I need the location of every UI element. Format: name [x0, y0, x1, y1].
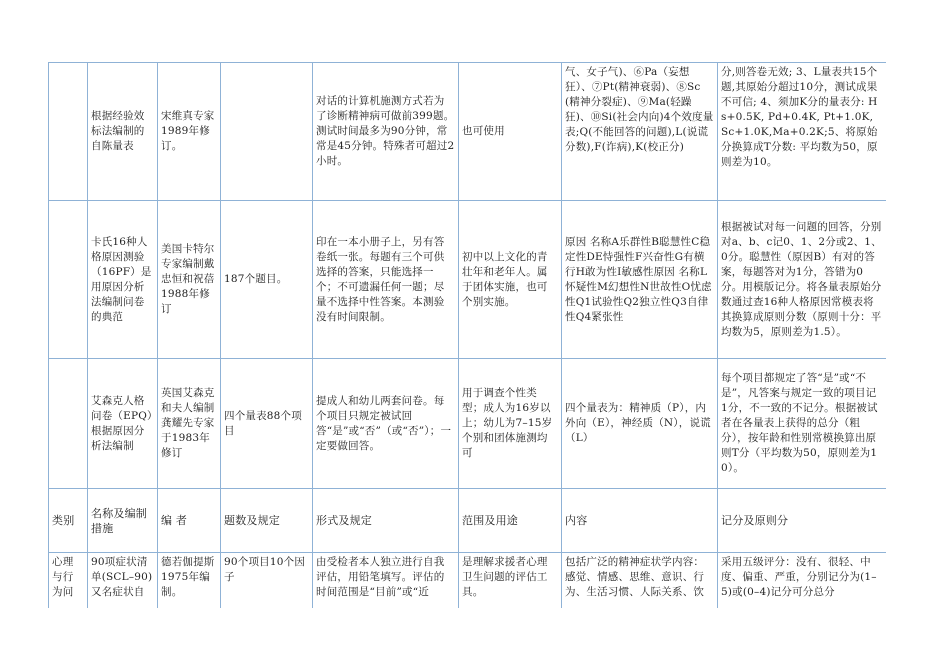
scoring-cell: 根据被试对每一问题的回答，分别对a、b、c记0、1、2分或2、1、0分。聪慧性（原因B）有对的答案，每题答对为1分，答错为0分。用模版记分。将各量表原始分数通过查16种人格原因常模表将其换算成原则分数（原则十分：平均数为5，原则差为1.5）。 — [718, 201, 887, 359]
form-cell: 由受检者本人独立进行自我评估，用铅笔填写。评估的时间范围是“目前”或“近 — [313, 553, 459, 609]
items-cell: 90个项目10个因子 — [221, 553, 313, 609]
editor-cell: 美国卡特尔专家编制戴忠恒和祝蓓1988年修订 — [158, 201, 221, 359]
scoring-cell: 每个项目都规定了答“是”或“不是”，凡答案与规定一致的项目记1分，不一致的不记分。根据被试者在各量表上获得的总分（粗分），按年龄和性别常模换算出原则T分（平均数为50，原则差为10）。 — [718, 359, 887, 489]
header-items: 题数及规定 — [221, 489, 313, 553]
category-cell — [49, 359, 88, 489]
form-cell: 提成人和幼儿两套问卷。每个项目只规定被试回答“是”或“否”（或“否”）；一定要做回答。 — [313, 359, 459, 489]
table-row — [49, 201, 887, 359]
name-cell: 90项症状清单(SCL–90)又名症状自 — [88, 553, 158, 609]
name-cell: 根据经验效标法编制的自陈量表 — [88, 63, 158, 201]
form-cell: 印在一本小册子上，另有答卷纸一张。每题有三个可供选择的答案，只能选择一个；不可遗漏任何一题；尽量不选择中性答案。本测验没有时间限制。 — [313, 201, 459, 359]
content-cell: 气、女子气)、⑥Pa（妄想狂）、⑦Pt(精神衰弱)、⑧Sc(精神分裂症)、⑨Ma(轻躁狂)、⑩Si(社会内向)4个效度量表;Q(不能回答的问题),L(说谎分数),F(诈病),K(校正分) — [562, 63, 718, 201]
table-row — [49, 63, 887, 201]
header-scoring: 记分及原则分 — [718, 489, 887, 553]
category-cell — [49, 201, 88, 359]
document-page — [48, 62, 886, 608]
content-cell: 原因 名称A乐群性B聪慧性C稳定性DE恃强性F兴奋性G有横行H敢为性I敏感性原因 名称L怀疑性M幻想性N世故性O忧虑性Q1试验性Q2独立性Q3自律性Q4紧张性 — [562, 201, 718, 359]
header-name: 名称及编制措施 — [88, 489, 158, 553]
scoring-cell: 分,则答卷无效; 3、L量表共15个题,其原始分超过10分，测试成果不可信; 4、须加K分的量表分: Hs+0.5K, Pd+0.4K, Pt+1.0K, Sc+1.0K,Ma+0.2K;5、将原始分换算成T分数: 平均数为50，原则差为10。 — [718, 63, 887, 201]
header-row — [49, 489, 887, 553]
scope-cell: 也可使用 — [459, 63, 562, 201]
scope-cell: 初中以上文化的青壮年和老年人。属于团体实施，也可个别实施。 — [459, 201, 562, 359]
name-cell: 艾森克人格问卷（EPQ）根据原因分析法编制 — [88, 359, 158, 489]
content-cell: 包括广泛的精神症状学内容：感觉、情感、思维、意识、行为、生活习惯、人际关系、饮 — [562, 553, 718, 609]
editor-cell: 德若伽提斯1975年编制。 — [158, 553, 221, 609]
form-cell: 对话的计算机施测方式若为了诊断精神病可做前399题。测试时间最多为90分钟，常常是45分钟。特殊者可超过2小时。 — [313, 63, 459, 201]
header-scope: 范围及用途 — [459, 489, 562, 553]
items-cell: 四个量表88个项目 — [221, 359, 313, 489]
table-row — [49, 359, 887, 489]
psych-scale-table — [48, 62, 886, 608]
items-cell — [221, 63, 313, 201]
items-cell: 187个题目。 — [221, 201, 313, 359]
name-cell: 卡氏16种人格原因测验（16PF）是用原因分析法编制问卷的典范 — [88, 201, 158, 359]
table-row — [49, 553, 887, 609]
scoring-cell: 采用五级评分：没有、很轻、中度、偏重、严重，分别记分为(1–5)或(0–4)记分可分总分 — [718, 553, 887, 609]
header-form: 形式及规定 — [313, 489, 459, 553]
editor-cell: 英国艾森克和夫人编制龚耀先专家于1983年修订 — [158, 359, 221, 489]
header-category: 类别 — [49, 489, 88, 553]
category-cell: 心理与行为问 — [49, 553, 88, 609]
editor-cell: 宋维真专家1989年修订。 — [158, 63, 221, 201]
header-editor: 编 者 — [158, 489, 221, 553]
content-cell: 四个量表为：精神质（P），内外向（E），神经质（N），说谎（L） — [562, 359, 718, 489]
header-content: 内容 — [562, 489, 718, 553]
scope-cell: 用于调查个性类型；成人为16岁以上；幼儿为7–15岁个别和团体施测均可 — [459, 359, 562, 489]
scope-cell: 是理解求援者心理卫生问题的评估工具。 — [459, 553, 562, 609]
category-cell — [49, 63, 88, 201]
